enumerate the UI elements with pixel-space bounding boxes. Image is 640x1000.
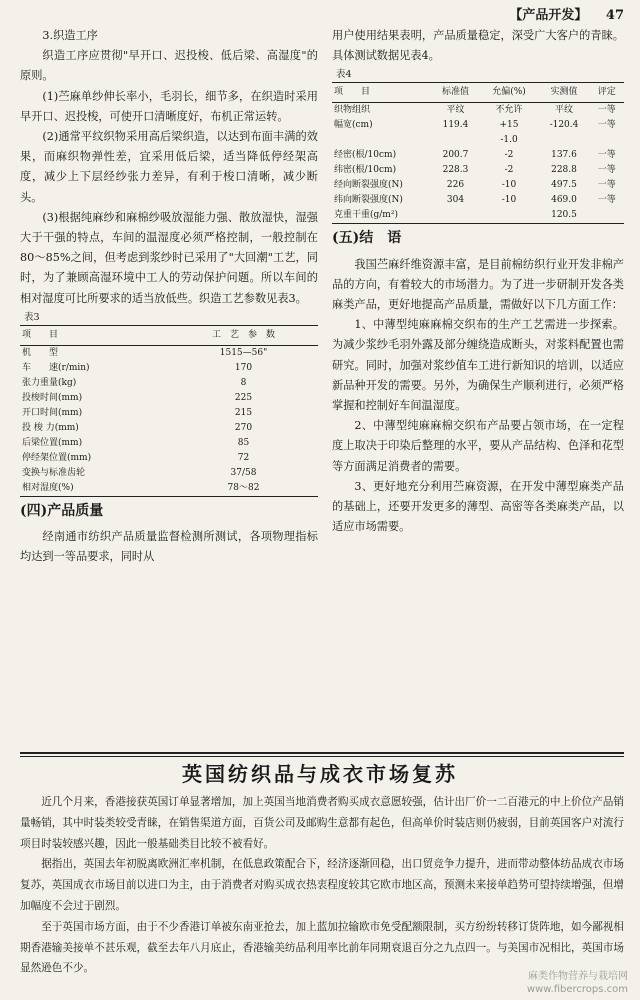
paragraph: (2)通常平纹织物采用高后梁织造，以达到布面丰满的效果，而麻织物弹性差，宜采用低后梁，适当降低停经架高度，减少上下层经纱张力差异，有利于梭口清晰，减少断头。 — [20, 130, 318, 204]
table-cell: 228.8 — [551, 165, 577, 176]
section-label: 【产品开发】 — [509, 8, 588, 23]
table-cell: 78～82 — [169, 481, 318, 497]
table-row — [332, 163, 624, 178]
table-row — [20, 451, 318, 466]
table-cell: 72 — [237, 452, 250, 463]
table-cell — [332, 133, 431, 148]
table-row — [20, 361, 318, 376]
right-column — [332, 26, 624, 537]
table-cell: 一等 — [597, 165, 616, 176]
paragraph: 近几个月来，香港接获英国订单显著增加，加上英国当地消费者购买成衣意愿较强，估计出厂价一二百港元的中上价位产品销量畅销，其中时装类较受青睐，在销售渠道方面，百货公司及邮购生意都有起色，但高单价时装店则仍疲弱，目前英国客户对流行项目时装较感兴趣，因此一般基础类目比较不被看好。 — [20, 796, 624, 850]
table-cell: 1515—56" — [219, 347, 268, 358]
watermark-line: 麻类作物营养与栽培网 — [528, 971, 628, 982]
table-cell: 225 — [234, 392, 253, 403]
table-cell: 469.0 — [551, 195, 577, 206]
page-number: 47 — [605, 8, 624, 23]
table-cell — [480, 208, 539, 224]
table-cell: 平纹 — [554, 105, 573, 116]
table-cell: 纬向断裂强度(N) — [334, 195, 403, 206]
table-cell: 经密(根/10cm) — [334, 150, 397, 161]
table3-header: 项 目 — [20, 325, 169, 345]
quality-heading: (四)产品质量 — [20, 502, 104, 519]
table4-header: 评定 — [590, 83, 624, 103]
table-cell: 85 — [237, 437, 250, 448]
table-cell: 开口时间(mm) — [22, 407, 83, 418]
table-cell — [431, 133, 479, 148]
table-cell: +15 — [499, 120, 519, 131]
table-row — [20, 376, 318, 391]
table-cell: -10 — [501, 180, 517, 191]
table4-header: 项 目 — [332, 83, 431, 103]
table-row — [20, 406, 318, 421]
article-divider — [20, 756, 624, 757]
table-cell: 304 — [446, 195, 465, 206]
table-cell: 一等 — [597, 105, 616, 116]
table-cell: 车 速(r/min) — [22, 362, 90, 373]
table-cell: 机 型 — [22, 347, 59, 358]
table4-header: 实测值 — [538, 83, 589, 103]
table-row — [20, 436, 318, 451]
table3-header: 工 艺 参 数 — [169, 325, 318, 345]
table-cell: 37/58 — [230, 467, 257, 478]
table-cell: 一等 — [597, 180, 616, 191]
watermark — [527, 970, 628, 996]
paragraph: 至于英国市场方面，由于不少香港订单被东南亚抢去，加上蓝加拉输欧市免受配额限制，买方纷纷转移订货阵地，如今鄙视相期香港输美接单不甚乐观，截至去年八月底止，香港输美纺品利用率比前年同期衰退百分之九点四一。与美国市况相比，英国市场显然逊色不少。 — [20, 920, 624, 975]
table-cell: 120.5 — [538, 208, 589, 224]
table-cell — [590, 133, 624, 148]
table-row — [332, 103, 624, 119]
table3-caption: 表3 — [24, 311, 40, 323]
watermark-url: www.fibercrops.com — [526, 984, 628, 995]
table-cell — [431, 208, 479, 224]
paragraph: 织造工序应贯彻"早开口、迟投梭、低后梁、高湿度"的原则。 — [20, 49, 318, 83]
table-cell: 228.3 — [442, 165, 469, 176]
table-cell: 497.5 — [551, 180, 577, 191]
page-header — [509, 4, 624, 23]
table-cell: 纬密(根/10cm) — [334, 165, 397, 176]
table4-header: 标准值 — [431, 83, 479, 103]
paragraph: 据指出，英国去年初脱离欧洲汇率机制，在低息政策配合下，经济逐渐回稳，出口贸竞争力提升，进而带动整体纺品成衣市场复苏，英国成衣市场目前以进口为主，由于消费者对购买成衣热衷程度较其它欧市地区高，预测未来接单趋势可望持续增强，但增加幅度不会过于剧烈。 — [20, 858, 624, 912]
table-row — [20, 481, 318, 497]
paragraph: 1、中薄型纯麻麻棉交织布的生产工艺需进一步探索。为减少浆纱毛羽外露及部分缠绕造成断头，对浆料配置也需研究。同时，加强对浆纱值车工进行新知识的培训，以适应新品种开发的需要。另外，为确保生产顺利进行，必须严格掌握和控制好车间温湿度。 — [332, 318, 624, 413]
table-row — [20, 345, 318, 361]
paragraph: 2、中薄型纯麻麻棉交织布产品要占领市场，在一定程度上取决于印染后整理的水平，要从产品结构、色泽和花型等方面满足消费者的需要。 — [332, 419, 624, 473]
table-cell: -2 — [504, 165, 514, 176]
table-row — [332, 178, 624, 193]
table3 — [20, 325, 318, 497]
table-cell: 一等 — [597, 150, 616, 161]
table-cell: -10 — [501, 195, 517, 206]
table-cell: 投梭时间(mm) — [22, 392, 83, 403]
table-cell: 织物组织 — [334, 105, 371, 116]
article-body — [20, 792, 624, 979]
table-cell — [538, 133, 589, 148]
table-row — [332, 133, 624, 148]
table-row — [20, 466, 318, 481]
table-cell: 投 梭 力(mm) — [22, 422, 79, 433]
table-row — [332, 148, 624, 163]
table-cell: 119.4 — [442, 120, 469, 131]
table-cell: 170 — [234, 362, 253, 373]
table-cell: 215 — [234, 407, 253, 418]
process-heading: 3.织造工序 — [42, 29, 98, 42]
table-cell: 8 — [240, 377, 247, 388]
table4-caption: 表4 — [336, 69, 352, 81]
paragraph: 用户使用结果表明，产品质量稳定，深受广大客户的青睐。具体测试数据见表4。 — [332, 29, 624, 63]
table-cell: 张力重量(kg) — [22, 377, 77, 388]
table-row — [20, 421, 318, 436]
table-cell — [590, 208, 624, 224]
table-cell: 平纹 — [446, 105, 465, 116]
table-cell: 226 — [446, 180, 465, 191]
table-cell: 不允许 — [495, 105, 523, 116]
table-row — [20, 391, 318, 406]
conclusion-heading: (五)结 语 — [332, 230, 402, 247]
table-cell: 克重干重(g/m²) — [332, 208, 431, 224]
paragraph: 我国苎麻纤维资源丰富，是目前棉纺织行业开发非棉产品的方向，有着较大的市场潜力。为了进一步研制开发各类麻类产品，更好地提高产品质量，需做好以下几方面工作： — [332, 257, 624, 312]
table4 — [332, 82, 624, 224]
table-row — [332, 118, 624, 133]
paragraph: (3)根据纯麻纱和麻棉纱吸放湿能力强、散放湿快，湿强大于干强的特点，车间的温湿度必须严格控制，一般控制在80～85%之间，但考虑到浆纱时已采用了"大回潮"工艺，同时，为了兼顾高湿环境中工人的劳动保护问题。所以车间的相对湿度可比所要求的适当放低些。织造工艺参数见表3。 — [20, 210, 318, 305]
table-cell: -2 — [504, 150, 514, 161]
table-cell: 经向断裂强度(N) — [334, 180, 403, 191]
table-cell: -1.0 — [500, 135, 518, 146]
table-cell: 270 — [234, 422, 253, 433]
left-column — [20, 26, 318, 567]
table-cell: 后梁位置(mm) — [22, 437, 83, 448]
article-divider — [20, 752, 624, 754]
table-cell: 一等 — [597, 195, 616, 206]
table-row — [332, 193, 624, 208]
paragraph: (1)苎麻单纱伸长率小，毛羽长，细节多，在织造时采用早开口、迟投梭，可使开口清晰度好，布机正常运转。 — [20, 89, 318, 123]
table-cell: 停经架位置(mm) — [22, 452, 92, 463]
paragraph: 经南通市纺织产品质量监督检测所测试，各项物理指标均达到一等品要求，同时从 — [20, 530, 318, 564]
table-cell: 幅宽(cm) — [334, 120, 373, 131]
table-row — [332, 208, 624, 224]
paragraph: 3、更好地充分利用苎麻资源，在开发中薄型麻类产品的基础上，还要开发更多的薄型、高密等各类麻类产品，以适应市场需要。 — [332, 479, 624, 534]
table-cell: 137.6 — [551, 150, 577, 161]
table-cell: 200.7 — [442, 150, 469, 161]
table4-header: 允偏(%) — [480, 83, 539, 103]
table-cell: 一等 — [597, 120, 616, 131]
table-cell: 相对湿度(%) — [20, 481, 169, 497]
table-cell: -120.4 — [549, 120, 579, 131]
article-title: 英国纺织品与成衣市场复苏 — [182, 762, 458, 786]
table-cell: 变换与标准齿轮 — [22, 467, 86, 478]
